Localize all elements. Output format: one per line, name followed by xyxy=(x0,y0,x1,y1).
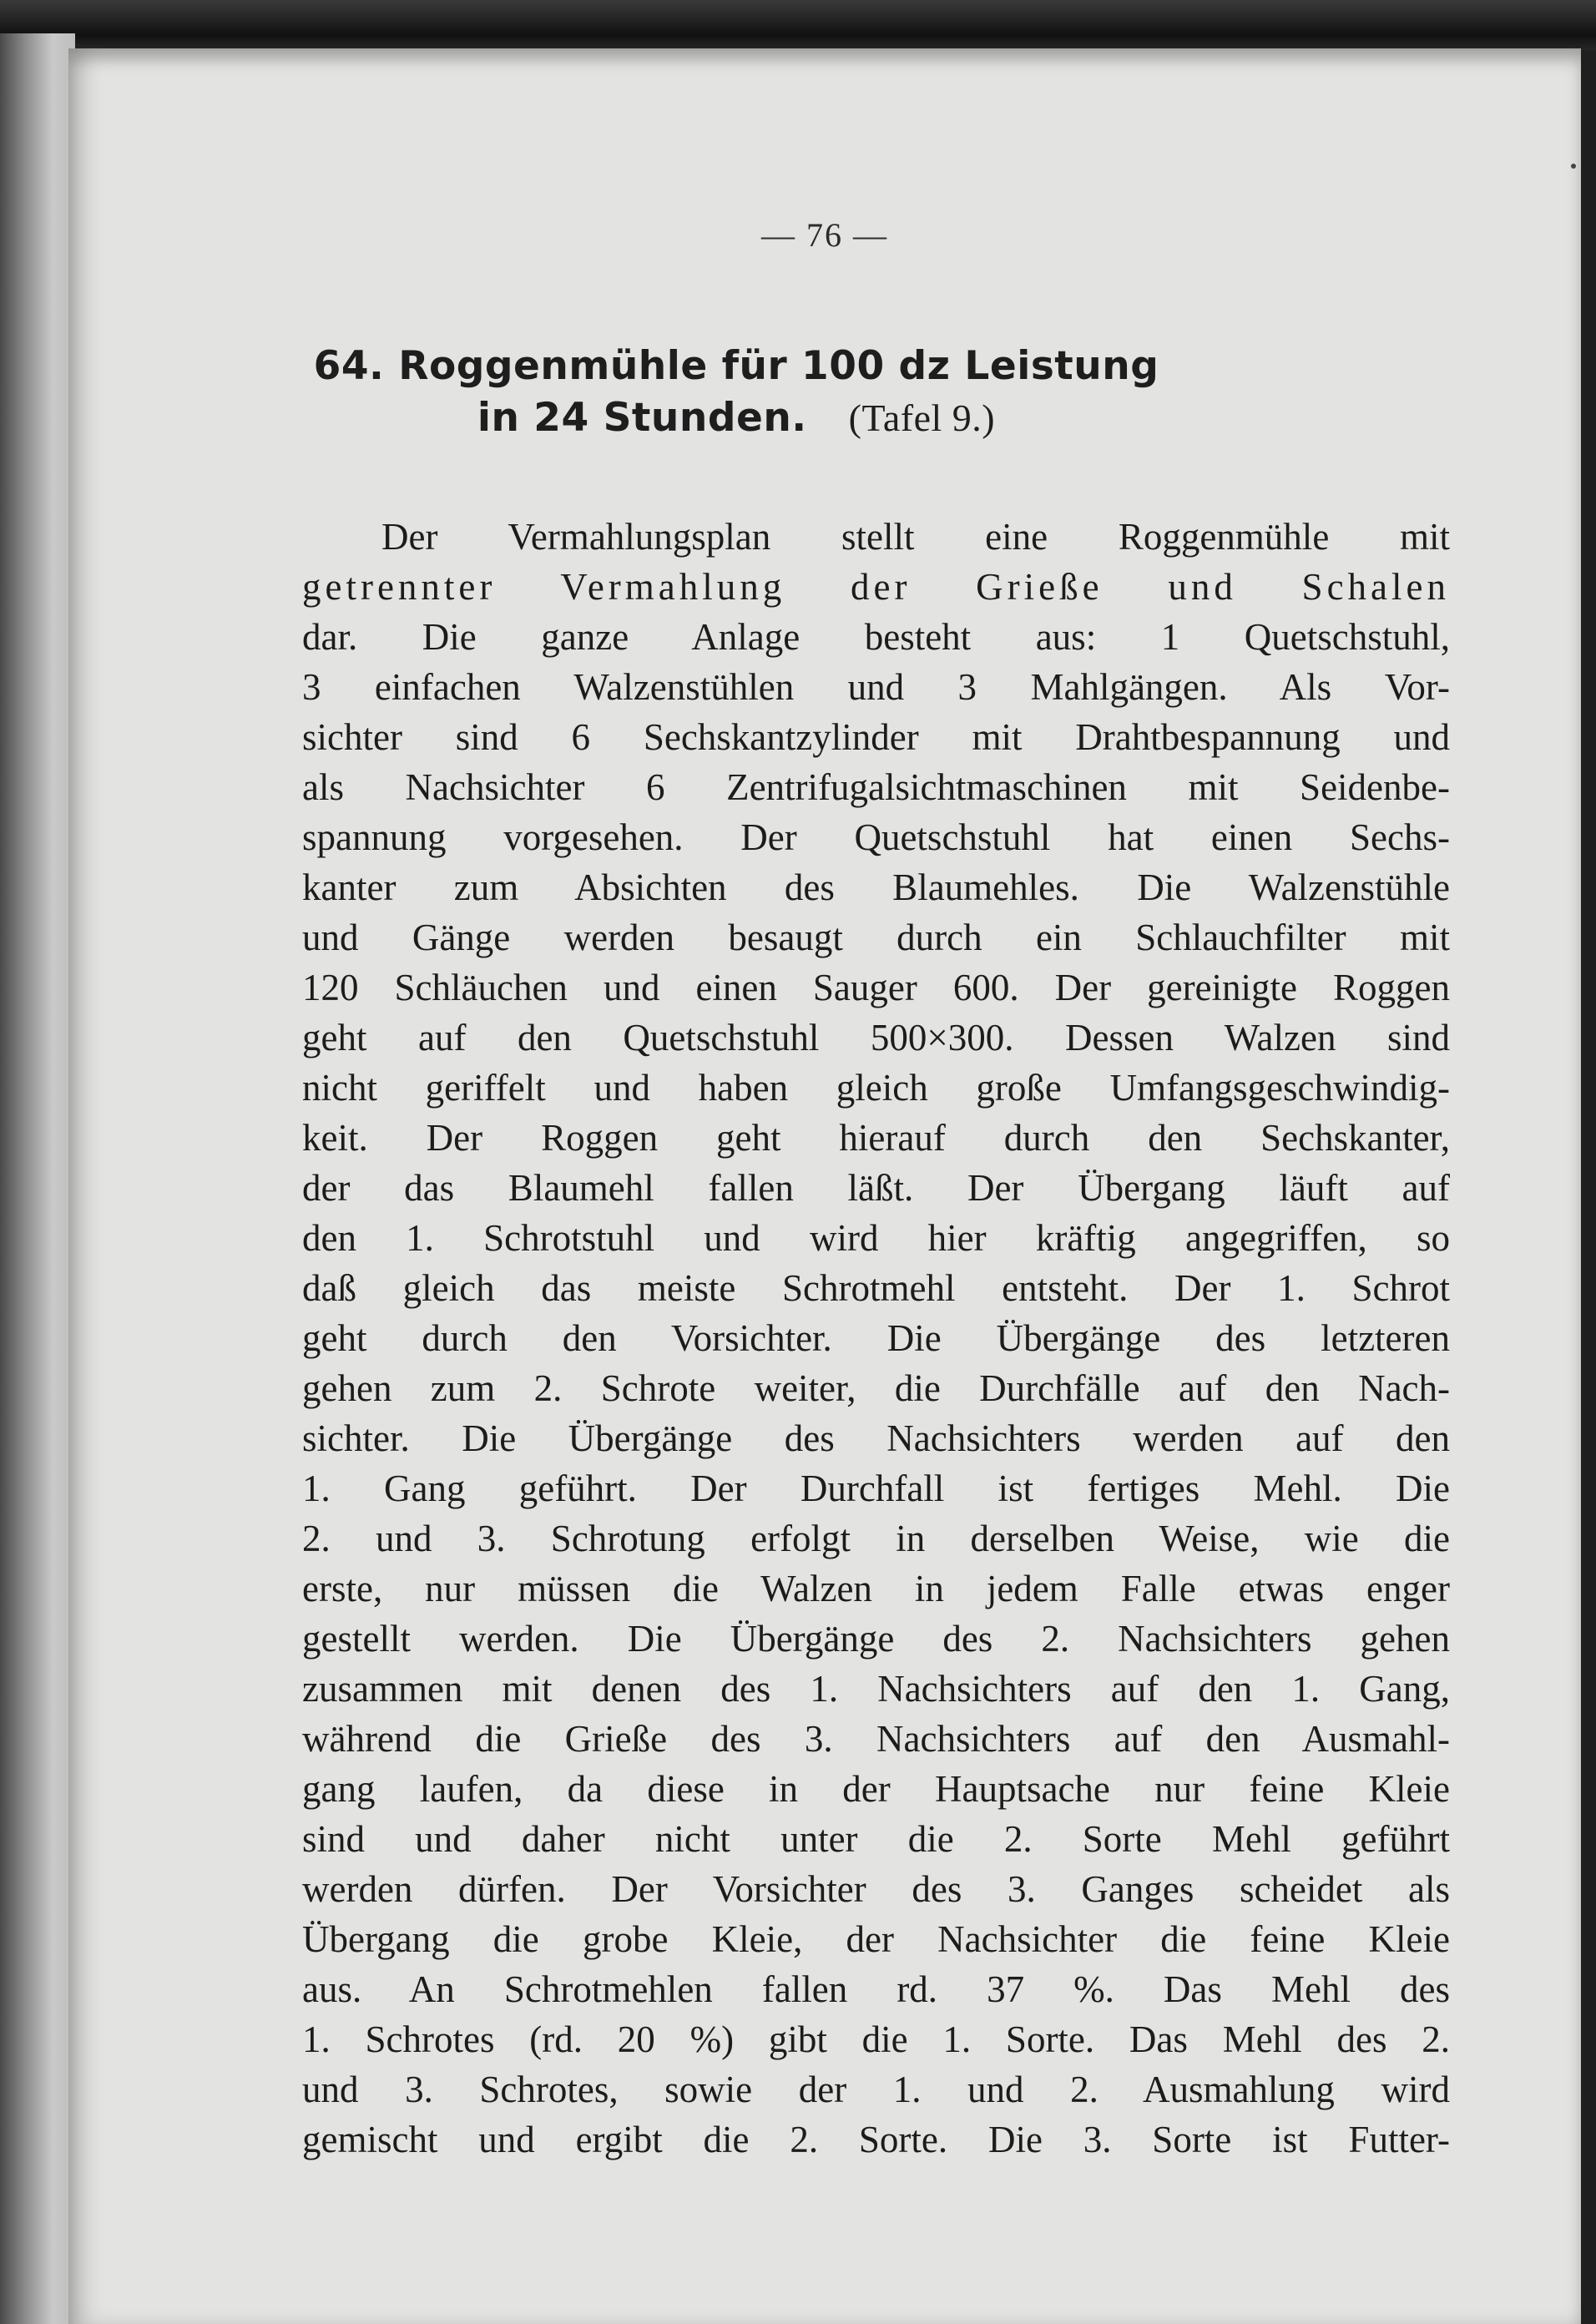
plate-reference: (Tafel 9.) xyxy=(848,397,996,439)
text-line: 3 einfachen Walzenstühlen und 3 Mahlgängen. Als Vor- xyxy=(302,666,1450,708)
text-line: gestellt werden. Die Übergänge des 2. Nachsichters gehen xyxy=(302,1618,1450,1660)
text-line: aus. An Schrotmehlen fallen rd. 37 %. Das Mehl des xyxy=(302,1968,1450,2010)
text-line: erste, nur müssen die Walzen in jedem Falle etwas enger xyxy=(302,1568,1450,1609)
paper-speck xyxy=(1571,164,1576,169)
text-line: und 3. Schrotes, sowie der 1. und 2. Ausmahlung wird xyxy=(302,2069,1450,2110)
text-line: dar. Die ganze Anlage besteht aus: 1 Quetschstuhl, xyxy=(302,616,1450,658)
text-line: den 1. Schrotstuhl und wird hier kräftig angegriffen, so xyxy=(302,1217,1450,1259)
text-line: geht durch den Vorsichter. Die Übergänge des letzteren xyxy=(302,1317,1450,1359)
heading-line-2 xyxy=(68,392,1404,444)
text-line: zusammen mit denen des 1. Nachsichters auf den 1. Gang, xyxy=(302,1668,1450,1710)
text-line: sichter. Die Übergänge des Nachsichters werden auf den xyxy=(302,1417,1450,1459)
text-line: spannung vorgesehen. Der Quetschstuhl hat einen Sechs- xyxy=(302,816,1450,858)
page-number: — 76 — xyxy=(761,216,888,254)
text-line: als Nachsichter 6 Zentrifugalsichtmaschinen mit Seidenbe- xyxy=(302,766,1450,808)
text-line: der das Blaumehl fallen läßt. Der Übergang läuft auf xyxy=(302,1167,1450,1209)
heading-line-2-text: in 24 Stunden. xyxy=(477,395,807,441)
text-line: gemischt und ergibt die 2. Sorte. Die 3. Sorte ist Futter- xyxy=(302,2119,1450,2160)
text-line: 120 Schläuchen und einen Sauger 600. Der gereinigte Roggen xyxy=(302,967,1450,1008)
text-line: Der Vermahlungsplan stellt eine Roggenmühle mit xyxy=(381,516,1450,558)
text-line: sind und daher nicht unter die 2. Sorte Mehl geführt xyxy=(302,1818,1450,1860)
paper-page xyxy=(68,48,1581,2324)
text-line: gang laufen, da diese in der Hauptsache nur feine Kleie xyxy=(302,1768,1450,1810)
text-line: daß gleich das meiste Schrotmehl entsteht. Der 1. Schrot xyxy=(302,1267,1450,1309)
text-line: während die Grieße des 3. Nachsichters auf den Ausmahl- xyxy=(302,1718,1450,1760)
scan-top-edge xyxy=(0,0,1596,50)
text-line: gehen zum 2. Schrote weiter, die Durchfälle auf den Nach- xyxy=(302,1367,1450,1409)
text-line: 2. und 3. Schrotung erfolgt in derselben Weise, wie die xyxy=(302,1518,1450,1559)
section-heading xyxy=(68,341,1404,444)
text-line: getrennter Vermahlung der Grieße und Schalen xyxy=(302,566,1450,608)
body-paragraph xyxy=(302,512,1450,2165)
text-line: kanter zum Absichten des Blaumehles. Die Walzenstühle xyxy=(302,866,1450,908)
text-line: 1. Schrotes (rd. 20 %) gibt die 1. Sorte. Das Mehl des 2. xyxy=(302,2018,1450,2060)
text-line: und Gänge werden besaugt durch ein Schlauchfilter mit xyxy=(302,917,1450,958)
text-line: Übergang die grobe Kleie, der Nachsichter die feine Kleie xyxy=(302,1918,1450,1960)
text-line: sichter sind 6 Sechskantzylinder mit Drahtbespannung und xyxy=(302,716,1450,758)
text-line: keit. Der Roggen geht hierauf durch den Sechskanter, xyxy=(302,1117,1450,1159)
book-spine-shadow xyxy=(0,33,75,2324)
text-line: werden dürfen. Der Vorsichter des 3. Ganges scheidet als xyxy=(302,1868,1450,1910)
heading-line-1: 64. Roggenmühle für 100 dz Leistung xyxy=(313,343,1159,389)
text-line: nicht geriffelt und haben gleich große Umfangsgeschwindig- xyxy=(302,1067,1450,1109)
text-line: geht auf den Quetschstuhl 500×300. Dessen Walzen sind xyxy=(302,1017,1450,1058)
text-line: 1. Gang geführt. Der Durchfall ist fertiges Mehl. Die xyxy=(302,1468,1450,1509)
